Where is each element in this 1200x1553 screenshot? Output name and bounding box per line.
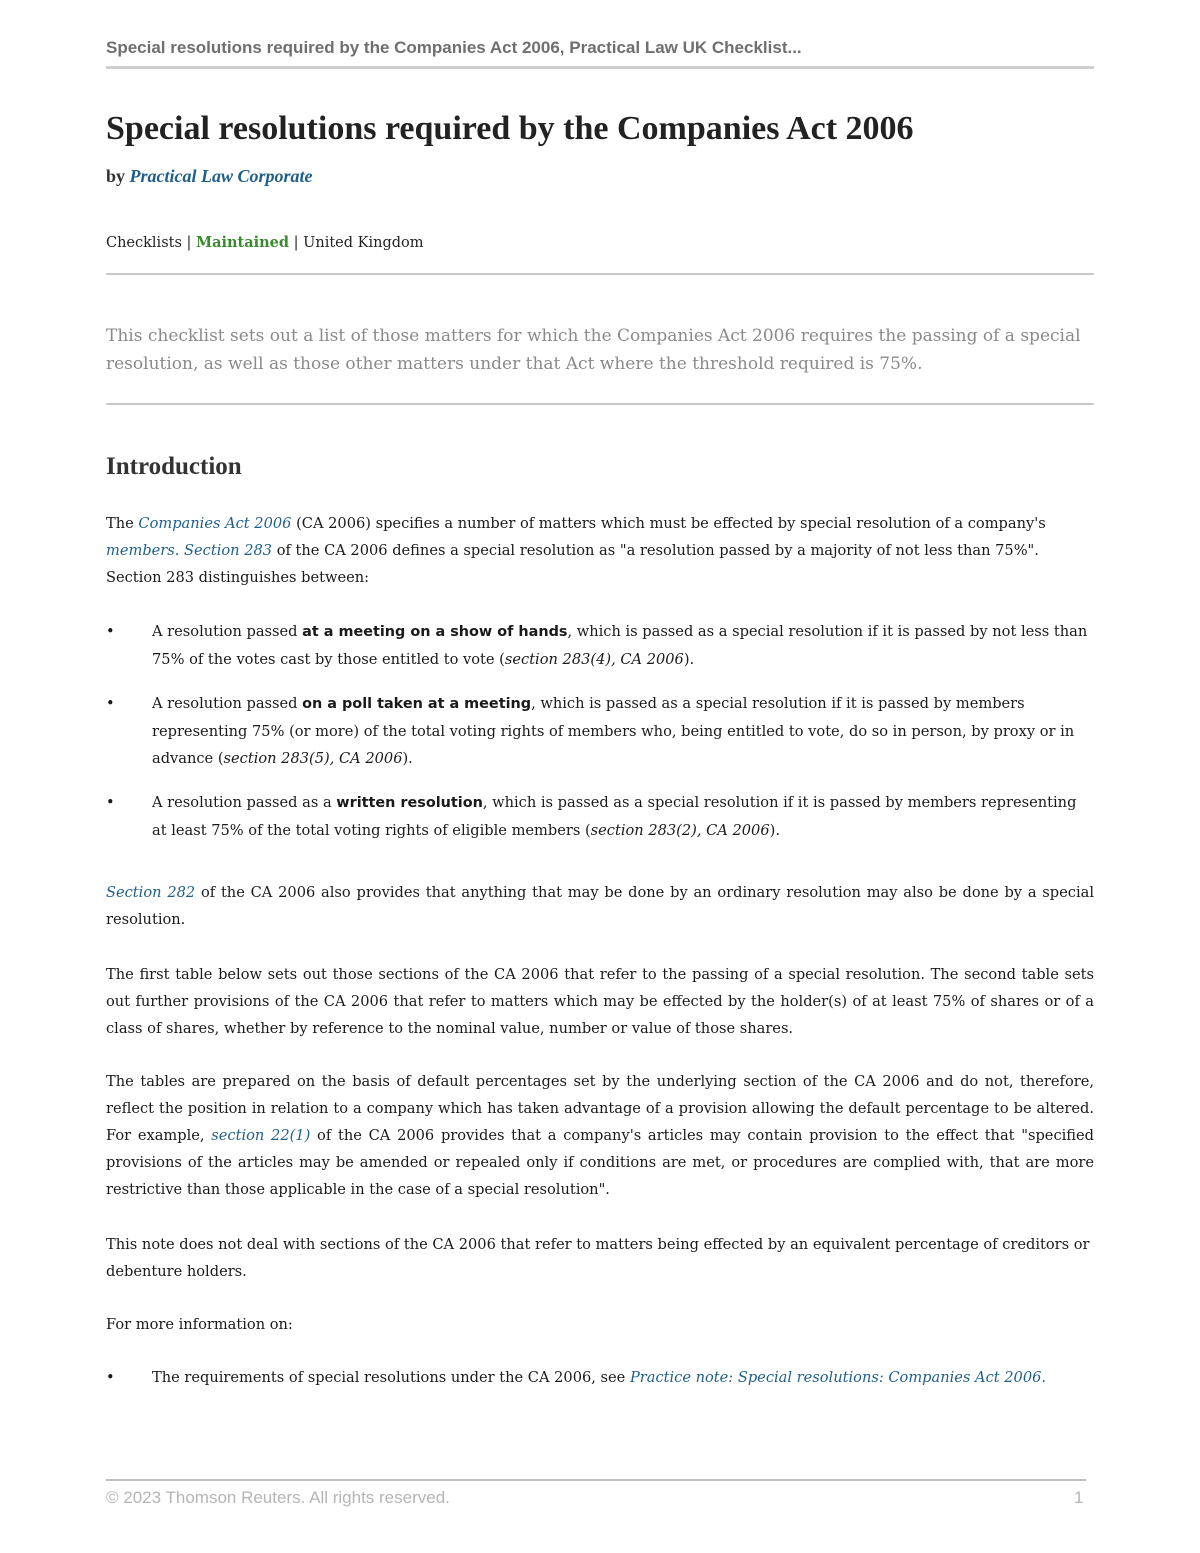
link-section-282[interactable]: Section 282 (106, 884, 196, 901)
byline-label: by (106, 166, 126, 186)
text-run: The tables are prepared on the basis of default percentages set by the underlying section of the CA 2006 and do not, therefore, reflect the position in relation to a company which has taken advantage of a provision allowing the default percentage to be altered. For example, (106, 1073, 1094, 1144)
bullet-glyph: • (106, 623, 115, 640)
footer-copyright: © 2023 Thomson Reuters. All rights reserved. (106, 1488, 450, 1507)
bullet-glyph: • (106, 1369, 115, 1386)
text-run: A resolution passed (152, 695, 303, 712)
statute-reference: section 283(4), CA 2006 (504, 651, 684, 668)
list-item (106, 1364, 1094, 1391)
section-heading-introduction: Introduction (106, 453, 242, 480)
link-members[interactable]: members (106, 542, 175, 559)
running-header: Special resolutions required by the Companies Act 2006, Practical Law UK Checklist... (106, 38, 802, 57)
document-title: Special resolutions required by the Companies Act 2006 (106, 110, 914, 147)
statute-reference: section 283(2), CA 2006 (590, 822, 770, 839)
text-run: of the CA 2006 defines a special resolution as "a resolution passed by a majority of not less than 75%". Section 283 distinguishes between: (106, 542, 1039, 586)
page-number: 1 (1074, 1488, 1084, 1507)
meta-separator: | (293, 235, 299, 251)
text-run: ). (402, 750, 413, 767)
text-run: , which is passed as a special resolution if it is passed by not less than 75% of the votes cast by those entitled to vote ( (152, 623, 1088, 668)
bullet-glyph: • (106, 695, 115, 712)
list-item (106, 618, 1094, 673)
link-section-283[interactable]: Section 283 (184, 542, 273, 559)
text-run: of the CA 2006 provides that a company's articles may contain provision to the effect that "specified provisions of the articles may be amended or repealed only if conditions are met, or procedures are complied with, that are more restrictive than those applicable in the case of a special resolution". (106, 1127, 1094, 1198)
byline (106, 166, 313, 187)
list-item (106, 789, 1094, 844)
author-link[interactable]: Practical Law Corporate (129, 166, 313, 186)
link-practice-note-special-resolutions[interactable]: Practice note: Special resolutions: Companies Act 2006 (629, 1369, 1042, 1386)
meta-type: Checklists (106, 235, 182, 251)
text-run: , which is passed as a special resolution if it is passed by members representing 75% (or more) of the total voting rights of members who, being entitled to vote, do so in person, by proxy or in advance ( (152, 695, 1075, 767)
header-divider (106, 66, 1094, 69)
bullet-glyph: • (106, 794, 115, 811)
abstract-divider (106, 403, 1094, 405)
document-abstract: This checklist sets out a list of those matters for which the Companies Act 2006 requires the passing of a special resolution, as well as those other matters under that Act where the threshold required is 75%. (106, 326, 1081, 374)
bold-text: written resolution (336, 795, 483, 811)
footer-divider (106, 1479, 1086, 1481)
text-run: ). (769, 822, 780, 839)
intro-paragraph-3: The first table below sets out those sections of the CA 2006 that refer to the passing of a special resolution. The second table sets out further provisions of the CA 2006 that refer to matters which may be effected by the holder(s) of at least 75% of shares or of a class of shares, whether by reference to the nominal value, number or value of those shares. (106, 966, 1094, 1037)
meta-divider (106, 273, 1094, 275)
text-run: , which is passed as a special resolution if it is passed by members representing at least 75% of the total voting rights of eligible members ( (152, 794, 1077, 839)
document-meta (106, 234, 424, 251)
meta-status-badge: Maintained (196, 234, 290, 251)
intro-paragraph-6: For more information on: (106, 1316, 293, 1333)
meta-jurisdiction: United Kingdom (303, 235, 424, 251)
text-run: A resolution passed as a (152, 794, 337, 811)
text-run: (CA 2006) specifies a number of matters which must be effected by special resolution of a company's (291, 515, 1046, 532)
intro-paragraph-5: This note does not deal with sections of the CA 2006 that refer to matters being effected by an equivalent percentage of creditors or debenture holders. (106, 1236, 1090, 1280)
intro-paragraph-2 (106, 879, 1094, 933)
text-run: The (106, 515, 139, 532)
text-run: The requirements of special resolutions under the CA 2006, see (152, 1369, 630, 1386)
more-info-list (106, 1364, 1094, 1391)
resolution-types-list (106, 618, 1094, 844)
link-section-22-1[interactable]: section 22(1) (211, 1127, 311, 1144)
meta-separator: | (186, 235, 192, 251)
statute-reference: section 283(5), CA 2006 (223, 750, 403, 767)
bold-text: on a poll taken at a meeting (302, 696, 532, 712)
intro-paragraph-1 (106, 510, 1094, 591)
list-item (106, 690, 1094, 772)
text-run: . (1041, 1369, 1047, 1386)
text-run: . (174, 542, 185, 559)
bold-text: at a meeting on a show of hands (302, 624, 568, 640)
text-run: ). (683, 651, 695, 668)
text-run: of the CA 2006 also provides that anything that may be done by an ordinary resolution may also be done by a special resolution. (106, 884, 1094, 928)
text-run: A resolution passed (152, 623, 303, 640)
link-companies-act-2006[interactable]: Companies Act 2006 (138, 515, 292, 532)
intro-paragraph-4 (106, 1068, 1094, 1203)
